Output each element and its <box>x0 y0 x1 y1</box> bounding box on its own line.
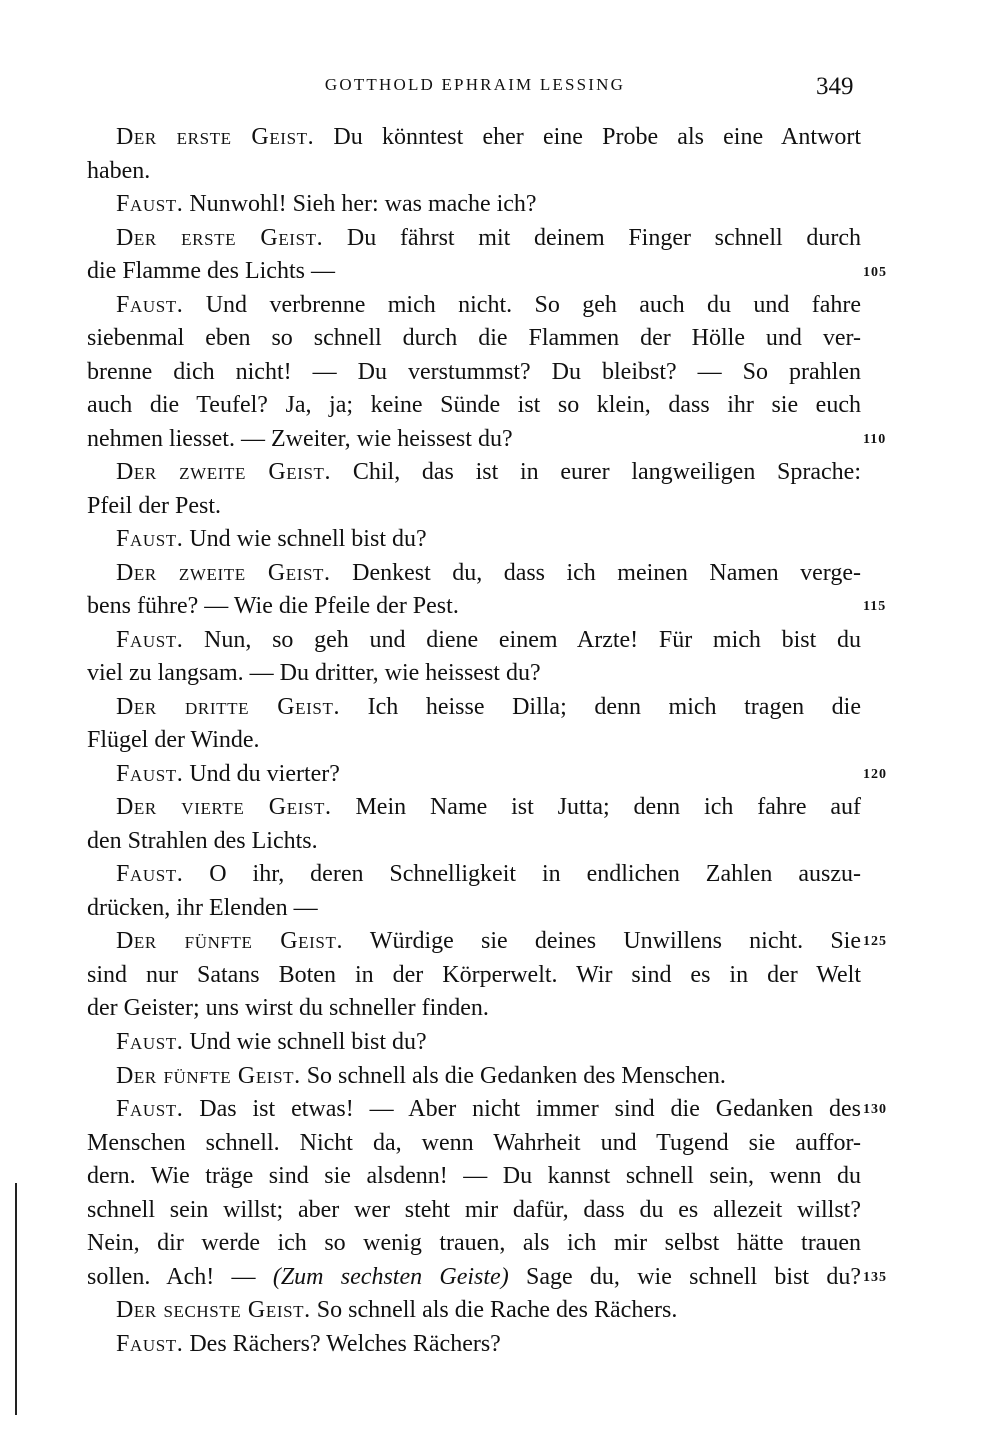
speaker-name: Der sechste Geist. <box>116 1297 311 1323</box>
text-line <box>87 322 861 355</box>
speaker-name: Faust. <box>116 526 184 552</box>
line-text: drücken, ihr Elenden — <box>87 895 318 921</box>
line-text: brenne dich nicht! — Du verstummst? Du bleibst? — So prahlen <box>87 359 861 385</box>
text-line <box>116 222 861 255</box>
speaker-name: Der fünfte Geist. <box>116 928 344 954</box>
line-text: schnell sein willst; aber wer steht mir dafür, dass du es allezeit willst? <box>87 1197 861 1223</box>
text-line <box>116 456 861 489</box>
text-line <box>116 188 537 221</box>
text-line <box>87 490 221 523</box>
text-line <box>87 356 861 389</box>
text-line <box>87 825 318 858</box>
line-text: den Strahlen des Lichts. <box>87 828 318 854</box>
line-text: Und du vierter? <box>183 761 340 787</box>
speaker-name: Faust. <box>116 627 184 653</box>
line-text-tail: Sage du, wie schnell bist du? <box>508 1264 862 1290</box>
line-text: siebenmal eben so schnell durch die Flammen der Hölle und ver- <box>87 325 861 351</box>
speaker-name: Der zweite Geist. <box>116 459 332 485</box>
line-text: Flügel der Winde. <box>87 727 260 753</box>
line-number: 115 <box>863 599 887 614</box>
text-line <box>116 523 427 556</box>
line-text: Nun, so geh und diene einem Arzte! Für mich bist du <box>183 627 861 653</box>
speaker-name: Der zweite Geist. <box>116 560 331 586</box>
text-line <box>116 1026 427 1059</box>
text-line <box>87 1227 861 1260</box>
text-line <box>87 1194 861 1227</box>
text-line <box>87 255 335 288</box>
text-line <box>116 791 861 824</box>
speaker-name: Der vierte Geist. <box>116 794 332 820</box>
line-number: 125 <box>863 934 887 949</box>
speaker-name: Faust. <box>116 1029 184 1055</box>
speaker-name: Faust. <box>116 861 184 887</box>
speaker-name: Faust. <box>116 292 184 318</box>
margin-scan-line <box>15 1183 17 1415</box>
speaker-name: Faust. <box>116 761 184 787</box>
speaker-name: Faust. <box>116 1096 184 1122</box>
text-line <box>116 121 861 154</box>
line-number: 135 <box>863 1270 887 1285</box>
speaker-name: Faust. <box>116 191 184 217</box>
line-text: So schnell als die Gedanken des Menschen. <box>300 1063 726 1089</box>
line-text: Nunwohl! Sieh her: was mache ich? <box>183 191 537 217</box>
text-line <box>116 1294 677 1327</box>
speaker-name: Der erste Geist. <box>116 225 324 251</box>
line-text: Du fährst mit deinem Finger schnell durch <box>323 225 861 251</box>
line-text: dern. Wie träge sind sie alsdenn! — Du kannst schnell sein, wenn du <box>87 1163 861 1189</box>
line-text: Pfeil der Pest. <box>87 493 221 519</box>
text-line <box>87 892 318 925</box>
stage-direction: (Zum sechsten Geiste) <box>272 1264 509 1290</box>
text-line <box>116 925 861 958</box>
line-text: bens führe? — Wie die Pfeile der Pest. <box>87 593 459 619</box>
text-line <box>87 959 861 992</box>
line-number: 120 <box>863 767 887 782</box>
line-number: 105 <box>863 265 887 280</box>
text-line <box>87 992 489 1025</box>
text-line <box>87 1127 861 1160</box>
line-text: Menschen schnell. Nicht da, wenn Wahrheit und Tugend sie auffor- <box>87 1130 861 1156</box>
line-text: sind nur Satans Boten in der Körperwelt. Wir sind es in der Welt <box>87 962 861 988</box>
line-text: haben. <box>87 158 151 184</box>
line-text: Das ist etwas! — Aber nicht immer sind die Gedanken des <box>183 1096 861 1122</box>
text-line <box>116 1093 861 1126</box>
text-line <box>87 155 150 188</box>
text-line <box>87 423 513 456</box>
line-text: Und verbrenne mich nicht. So geh auch du und fahre <box>183 292 861 318</box>
line-text: auch die Teufel? Ja, ja; keine Sünde ist so klein, dass ihr sie euch <box>87 392 861 418</box>
line-text: Du könntest eher eine Probe als eine Antwort <box>314 124 861 150</box>
text-line <box>116 557 861 590</box>
line-text: Des Rächers? Welches Rächers? <box>183 1331 501 1357</box>
line-text: der Geister; uns wirst du schneller finden. <box>87 995 489 1021</box>
line-text: die Flamme des Lichts — <box>87 258 335 284</box>
speaker-name: Der fünfte Geist. <box>116 1063 301 1089</box>
running-header: GOTTHOLD EPHRAIM LESSING <box>324 75 626 94</box>
page-number: 349 <box>816 73 854 100</box>
speaker-name: Der erste Geist. <box>116 124 315 150</box>
line-number: 110 <box>863 432 887 447</box>
line-text: Und wie schnell bist du? <box>183 526 427 552</box>
text-line <box>87 1160 861 1193</box>
text-line <box>87 657 541 690</box>
text-line <box>87 724 260 757</box>
line-text: Und wie schnell bist du? <box>183 1029 427 1055</box>
text-line <box>87 389 861 422</box>
line-text: Denkest du, dass ich meinen Namen verge- <box>330 560 861 586</box>
speaker-name: Faust. <box>116 1331 184 1357</box>
line-text: Ich heisse Dilla; denn mich tragen die <box>340 694 861 720</box>
text-line <box>116 1060 726 1093</box>
line-text: Chil, das ist in eurer langweiligen Sprache: <box>331 459 861 485</box>
line-text: O ihr, deren Schnelligkeit in endlichen Zahlen auszu- <box>183 861 861 887</box>
line-text: viel zu langsam. — Du dritter, wie heissest du? <box>87 660 541 686</box>
line-text: Mein Name ist Jutta; denn ich fahre auf <box>331 794 861 820</box>
line-text: Nein, dir werde ich so wenig trauen, als ich mir selbst hätte trauen <box>87 1230 861 1256</box>
text-line <box>116 758 340 791</box>
text-line <box>116 289 861 322</box>
text-line <box>116 858 861 891</box>
line-text: Würdige sie deines Unwillens nicht. Sie <box>343 928 861 954</box>
line-text: sollen. Ach! — <box>87 1264 273 1290</box>
speaker-name: Der dritte Geist. <box>116 694 341 720</box>
line-number: 130 <box>863 1102 887 1117</box>
line-text: So schnell als die Rache des Rächers. <box>310 1297 678 1323</box>
line-text: nehmen liesset. — Zweiter, wie heissest du? <box>87 426 513 452</box>
text-line <box>116 624 861 657</box>
text-line <box>116 691 861 724</box>
text-line <box>87 590 459 623</box>
text-line <box>116 1328 501 1361</box>
text-line <box>87 1261 861 1294</box>
